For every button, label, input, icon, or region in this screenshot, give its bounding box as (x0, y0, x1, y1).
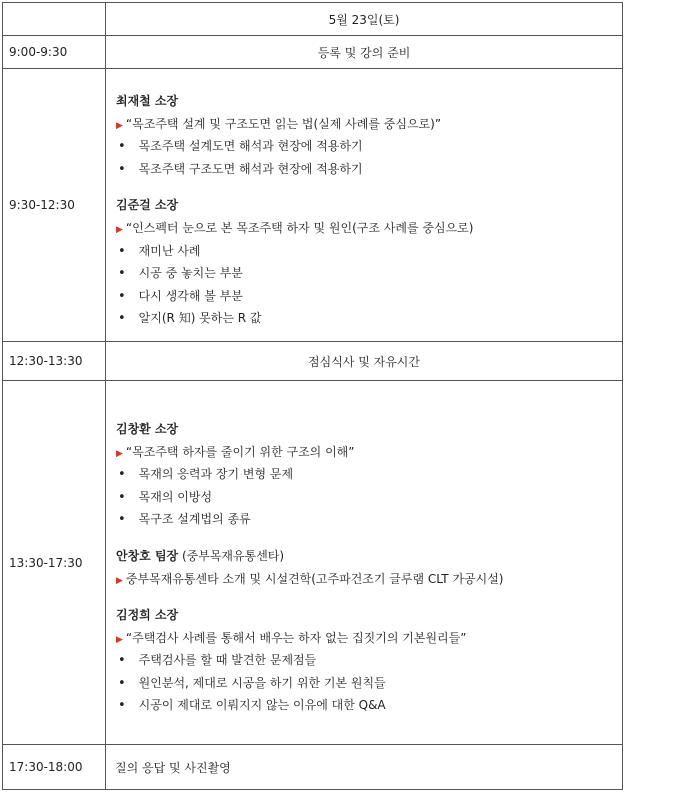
speaker-name: 김창환 소장 (116, 421, 179, 436)
session-text: 점심식사 및 자유시간 (106, 342, 623, 381)
list-item-text: 시공이 제대로 이뤄지지 않는 이유에 대한 Q&A (138, 698, 386, 713)
speaker-name: 안창호 팀장 (116, 548, 179, 563)
bullet-icon: • (118, 139, 126, 155)
list-item-text: 주택검사를 할 때 발견한 문제점들 (138, 653, 317, 668)
list-item (116, 508, 622, 531)
session-details (106, 69, 623, 342)
table-header-row (3, 3, 623, 36)
talk-title-text: “목조주택 하자를 줄이기 위한 구조의 이해” (125, 444, 355, 459)
talk-title-text: “목조주택 설계 및 구조도면 읽는 법(실제 사례를 중심으로)” (125, 116, 442, 131)
arrow-right-icon: ▶ (116, 448, 123, 459)
list-item-text: 목재의 이방성 (138, 489, 213, 504)
time-cell: 17:30-18:00 (3, 745, 106, 790)
table-row (3, 36, 623, 69)
time-cell: 12:30-13:30 (3, 342, 106, 381)
bullet-icon: • (118, 288, 126, 304)
speaker-name: 김준걸 소장 (116, 198, 179, 213)
talk-title (116, 627, 622, 650)
talk-title (116, 113, 622, 136)
session-text: 등록 및 강의 준비 (106, 36, 623, 69)
bullet-icon: • (118, 467, 126, 483)
talk-title-text: “인스펙터 눈으로 본 목조주택 하자 및 원인(구조 사례를 중심으로) (125, 221, 474, 235)
list-item-text: 시공 중 놓치는 부분 (138, 266, 243, 281)
list-item-text: 목구조 설계법의 종류 (138, 512, 251, 527)
speaker-name: 최재철 소장 (116, 94, 179, 109)
list-item (116, 307, 622, 330)
bullet-icon: • (118, 266, 126, 282)
table-row (3, 745, 623, 790)
talk-title (116, 568, 622, 591)
table-row (3, 342, 623, 381)
arrow-right-icon: ▶ (116, 225, 123, 235)
list-item (116, 285, 622, 308)
schedule-table (2, 2, 623, 790)
session-details (106, 381, 623, 745)
bullet-icon: • (118, 512, 126, 528)
time-cell: 9:00-9:30 (3, 36, 106, 69)
list-item-text: 다시 생각해 볼 부분 (138, 288, 243, 303)
speaker-affiliation: (중부목재유통센타) (181, 548, 285, 563)
list-item (116, 240, 622, 263)
list-item (116, 694, 622, 717)
list-item (116, 158, 622, 181)
arrow-right-icon: ▶ (116, 634, 123, 645)
list-item-text: 재미난 사례 (138, 243, 201, 258)
list-item (116, 486, 622, 509)
arrow-right-icon: ▶ (116, 120, 123, 131)
time-cell: 13:30-17:30 (3, 381, 106, 745)
header-empty-cell (3, 3, 106, 36)
list-item (116, 262, 622, 285)
bullet-icon: • (118, 243, 126, 259)
list-item (116, 672, 622, 695)
bullet-icon: • (118, 698, 126, 714)
list-item (116, 135, 622, 158)
bullet-icon: • (118, 161, 126, 177)
talk-title-text: 중부목재유통센타 소개 및 시설견학(고주파건조기 글루램 CLT 가공시설) (125, 571, 504, 586)
table-row (3, 69, 623, 342)
bullet-icon: • (118, 653, 126, 669)
bullet-icon: • (118, 675, 126, 691)
list-item-text: 목재의 응력과 장기 변형 문제 (138, 467, 294, 482)
table-row (3, 381, 623, 745)
bullet-icon: • (118, 311, 126, 327)
header-date: 5월 23일(토) (106, 3, 623, 36)
speaker-name-line (116, 545, 622, 568)
talk-title (116, 441, 622, 464)
talk-title (116, 217, 622, 240)
list-item-text: 목조주택 설계도면 해석과 현장에 적용하기 (138, 139, 363, 154)
speaker-name: 김정희 소장 (116, 608, 179, 623)
time-cell: 9:30-12:30 (3, 69, 106, 342)
session-text: 질의 응답 및 사진촬영 (106, 745, 623, 790)
list-item-text: 목조주택 구조도면 해석과 현장에 적용하기 (138, 161, 363, 176)
list-item (116, 649, 622, 672)
arrow-right-icon: ▶ (116, 575, 123, 586)
list-item (116, 463, 622, 486)
bullet-icon: • (118, 489, 126, 505)
talk-title-text: “주택검사 사례를 통해서 배우는 하자 없는 집짓기의 기본원리들” (125, 630, 467, 645)
list-item-text: 알지(R 知) 못하는 R 값 (138, 311, 262, 326)
list-item-text: 원인분석, 제대로 시공을 하기 위한 기본 원칙들 (138, 675, 386, 690)
